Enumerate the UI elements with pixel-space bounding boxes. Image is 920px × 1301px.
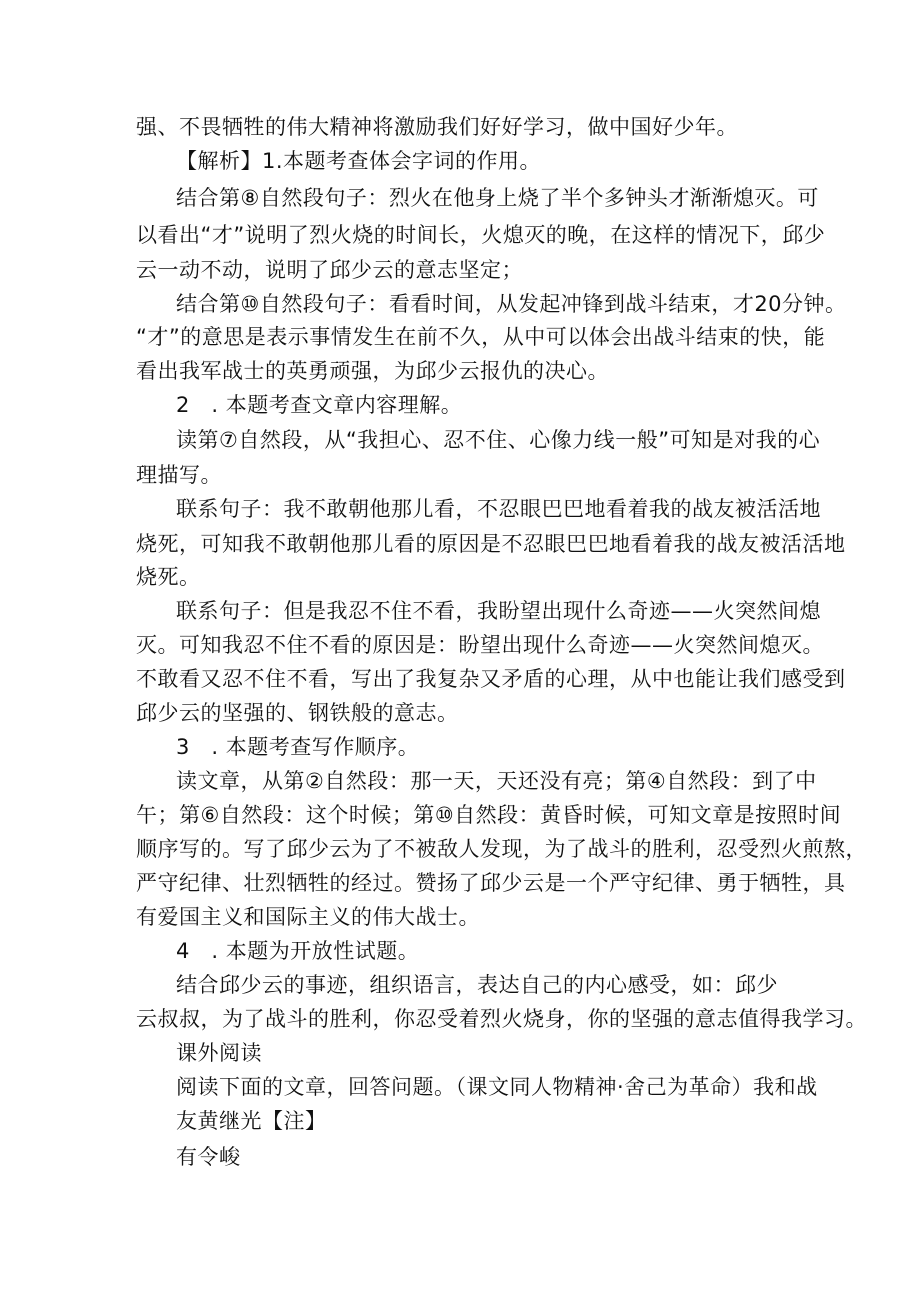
text-line-10: 读第⑦自然段，从“我担心、忍不住、心像力线一般”可知是对我的心 [176,428,821,452]
text-line-16: 灭。可知我忍不住不看的原因是：盼望出现什么奇迹——火突然间熄灭。 [136,633,824,657]
text-line-9: 2 . 本题考查文章内容理解。 [176,393,463,417]
text-line-26: 结合邱少云的事迹，组织语言，表达自己的内心感受，如：邱少 [176,973,778,997]
text-line-15: 联系句子：但是我忍不住不看，我盼望出现什么奇迹——火突然间熄 [176,599,821,623]
text-line-31: 有令峻 [176,1145,241,1169]
text-line-13: 烧死，可知我不敢朝他那儿看的原因是不忍眼巴巴地看着我的战友被活活地 [136,532,846,556]
text-line-19: 3 . 本题考查写作顺序。 [176,735,420,759]
text-line-4: 以看出“才”说明了烈火烧的时间长，火熄灭的晚，在这样的情况下，邱少 [136,223,826,247]
text-line-22: 顺序写的。写了邱少云为了不被敌人发现，为了战斗的胜利，忍受烈火煎熬， [136,837,867,861]
text-line-7: “才”的意思是表示事情发生在前不久，从中可以体会出战斗结束的快，能 [136,325,826,349]
text-line-17: 不敢看又忍不住不看，写出了我复杂又矛盾的心理，从中也能让我们感受到 [136,667,846,691]
text-line-5: 云一动不动，说明了邱少云的意志坚定； [136,258,523,282]
text-line-6: 结合第⑩自然段句子：看看时间，从发起冲锋到战斗结束，才20分钟。 [176,292,847,316]
text-line-14: 烧死。 [136,565,201,589]
text-line-24: 有爱国主义和国际主义的伟大战士。 [136,905,480,929]
text-line-28: 课外阅读 [176,1041,262,1065]
text-line-2: 【解析】1.本题考查体会字词的作用。 [176,149,542,173]
text-line-11: 理描写。 [136,463,222,487]
text-line-3: 结合第⑧自然段句子：烈火在他身上烧了半个多钟头才渐渐熄灭。可 [176,186,819,210]
text-line-29: 阅读下面的文章，回答问题。（课文同人物精神·舍己为革命）我和战 [176,1075,818,1099]
text-line-21: 午；第⑥自然段：这个时候；第⑩自然段：黄昏时候，可知文章是按照时间 [136,803,842,827]
text-line-1: 强、不畏牺牲的伟大精神将激励我们好好学习，做中国好少年。 [136,115,738,139]
text-line-27: 云叔叔，为了战斗的胜利，你忍受着烈火烧身，你的坚强的意志值得我学习。 [136,1007,867,1031]
text-line-25: 4 . 本题为开放性试题。 [176,939,420,963]
text-line-8: 看出我军战士的英勇顽强，为邱少云报仇的决心。 [136,359,609,383]
text-line-30: 友黄继光【注】 [176,1109,327,1133]
text-line-20: 读文章，从第②自然段：那一天，天还没有亮；第④自然段：到了中 [176,769,817,793]
text-line-23: 严守纪律、壮烈牺牲的经过。赞扬了邱少云是一个严守纪律、勇于牺牲，具 [136,871,846,895]
text-line-18: 邱少云的坚强的、钢铁般的意志。 [136,701,459,725]
text-line-12: 联系句子：我不敢朝他那儿看，不忍眼巴巴地看着我的战友被活活地 [176,497,821,521]
